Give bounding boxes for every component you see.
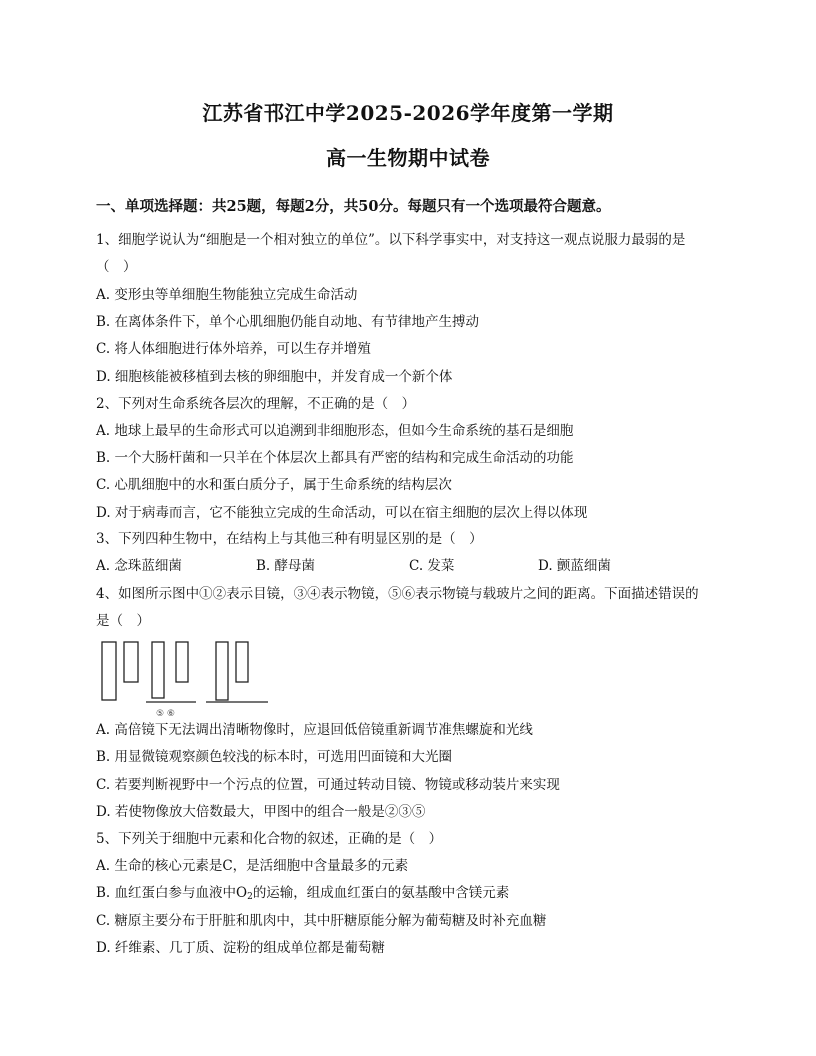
- q4-stem-line2: 是（ ）: [96, 613, 150, 629]
- q1-stem-line2: （ ）: [96, 259, 137, 275]
- exam-subtitle: 高一生物期中试卷: [326, 146, 490, 170]
- microscope-figure: [96, 636, 276, 718]
- eyepiece-2-shape: [124, 642, 138, 682]
- exam-title: 江苏省邗江中学2025-2026学年度第一学期: [202, 101, 614, 125]
- q2-option-c: C. 心肌细胞中的水和蛋白质分子，属于生命系统的结构层次: [96, 477, 452, 493]
- q2-stem: 2、下列对生命系统各层次的理解，不正确的是（ ）: [96, 396, 416, 412]
- objective-3-shape: [152, 642, 164, 698]
- q3-option-a: A. 念珠蓝细菌: [96, 558, 182, 574]
- q5-option-b-post: 的运输，组成血红蛋白的氨基酸中含镁元素: [252, 885, 510, 901]
- q5-option-d: D. 纤维素、几丁质、淀粉的组成单位都是葡萄糖: [96, 940, 385, 956]
- q3-option-c: C. 发菜: [409, 558, 455, 574]
- lens-5-shape: [216, 642, 228, 700]
- q1-stem-line1: 1、细胞学说认为“细胞是一个相对独立的单位”。以下科学事实中，对支持这一观点说服力最弱的是: [96, 232, 686, 248]
- q2-option-b: B. 一个大肠杆菌和一只羊在个体层次上都具有严密的结构和完成生命活动的功能: [96, 450, 574, 466]
- objective-4-shape: [176, 642, 188, 682]
- q1-option-b: B. 在离体条件下，单个心肌细胞仍能自动地、有节律地产生搏动: [96, 314, 480, 330]
- q5-stem: 5、下列关于细胞中元素和化合物的叙述，正确的是（ ）: [96, 831, 443, 847]
- q5-option-a: A. 生命的核心元素是C，是活细胞中含量最多的元素: [96, 858, 409, 874]
- q3-stem: 3、下列四种生物中，在结构上与其他三种有明显区别的是（ ）: [96, 531, 483, 547]
- lens-6-shape: [236, 642, 248, 682]
- q5-option-b-pre: B. 血红蛋白参与血液中O: [96, 885, 248, 901]
- q5-option-b: [96, 884, 736, 906]
- q1-option-d: D. 细胞核能被移植到去核的卵细胞中，并发育成一个新个体: [96, 369, 453, 385]
- section-heading: 一、单项选择题：共25题，每题2分，共50分。每题只有一个选项最符合题意。: [96, 198, 611, 215]
- eyepiece-1-shape: [102, 642, 116, 700]
- q4-option-a: A. 高倍镜下无法调出清晰物像时，应退回低倍镜重新调节准焦螺旋和光线: [96, 722, 533, 738]
- q2-option-d: D. 对于病毒而言，它不能独立完成的生命活动，可以在宿主细胞的层次上得以体现: [96, 505, 588, 521]
- q3-option-b: B. 酵母菌: [256, 558, 316, 574]
- q4-option-c: C. 若要判断视野中一个污点的位置，可通过转动目镜、物镜或移动装片来实现: [96, 777, 560, 793]
- q5-option-c: C. 糖原主要分布于肝脏和肌肉中，其中肝糖原能分解为葡萄糖及时补充血糖: [96, 913, 547, 929]
- q3-options-row: [96, 557, 736, 575]
- figure-label: ⑤ ⑥: [156, 709, 175, 718]
- q3-option-d: D. 颤蓝细菌: [538, 558, 611, 574]
- q4-stem-line1: 4、如图所示图中①②表示目镜，③④表示物镜，⑤⑥表示物镜与载玻片之间的距离。下面描述错误的: [96, 586, 699, 602]
- q1-option-a: A. 变形虫等单细胞生物能独立完成生命活动: [96, 287, 358, 303]
- q4-option-d: D. 若使物像放大倍数最大，甲图中的组合一般是②③⑤: [96, 804, 426, 820]
- q5-option-b-subscript: 2: [247, 892, 253, 902]
- q1-option-c: C. 将人体细胞进行体外培养，可以生存并增殖: [96, 341, 371, 357]
- q4-option-b: B. 用显微镜观察颜色较浅的标本时，可选用凹面镜和大光圈: [96, 749, 453, 765]
- q2-option-a: A. 地球上最早的生命形式可以追溯到非细胞形态，但如今生命系统的基石是细胞: [96, 423, 574, 439]
